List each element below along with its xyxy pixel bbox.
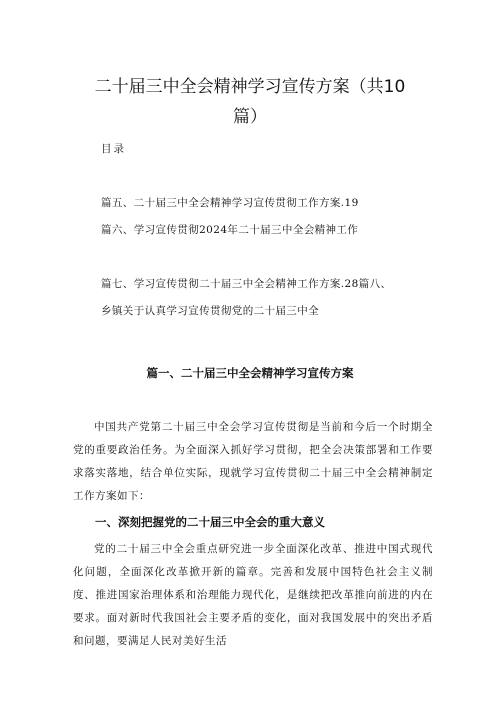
title-line-1: 二十届三中全会精神学习宣传方案（共10: [94, 77, 406, 97]
toc-entry: 篇五、二十届三中全会精神学习宣传贯彻工作方案.19: [101, 197, 359, 209]
toc-entry: 乡镇关于认真学习宣传贯彻党的二十届三中全: [101, 305, 319, 317]
section-title: 篇一、二十届三中全会精神学习宣传方案: [146, 366, 354, 380]
title-line-2: 篇）: [233, 107, 267, 127]
document-title: [60, 72, 440, 132]
intro-paragraph: 中国共产党第二十届三中全会学习宣传贯彻是当前和今后一个时期全党的重要政治任务。为全面深入抓好学习贯彻，把全会决策部署和工作要求落实落地，结合单位实际，现就学习宣传贯彻二十届三中全会精神制定工作方案如下：: [73, 421, 433, 502]
toc-entry: 篇六、学习宣传贯彻2024年二十届三中全会精神工作: [101, 224, 359, 236]
toc-entry: 篇七、学习宣传贯彻二十届三中全会精神工作方案.28篇八、: [101, 278, 392, 290]
sub-heading: 一、深刻把握党的二十届三中全会的重大意义: [95, 515, 325, 529]
body-paragraph: 党的二十届三中全会重点研究进一步全面深化改革、推进中国式现代化问题，全面深化改革掀开新的篇章。完善和发展中国特色社会主义制度、推进国家治理体系和治理能力现代化，是继续把改革推向前进的内在要求。面对新时代我国社会主要矛盾的变化，面对我国发展中的突出矛盾和问题，要满足人民对美好生活: [73, 543, 433, 647]
toc-heading: 目录: [101, 143, 126, 155]
